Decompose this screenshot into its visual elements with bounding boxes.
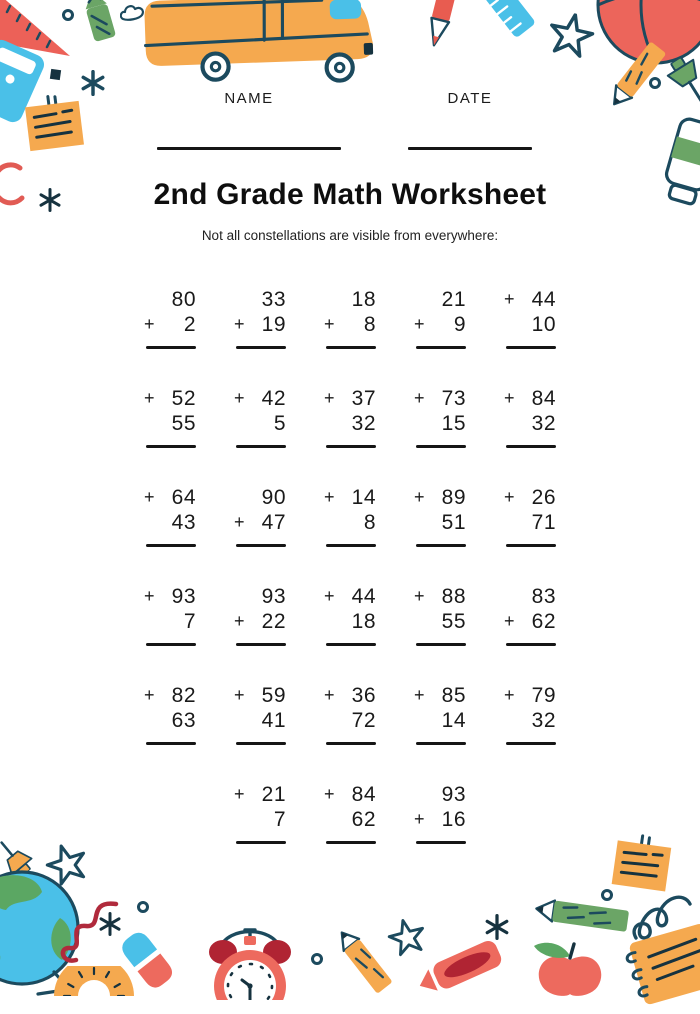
top-addend: 84 [531, 387, 556, 410]
bottom-addend: 63 [171, 709, 196, 732]
plus-sign [234, 411, 250, 436]
bottom-addend: 18 [351, 610, 376, 633]
answer-line [236, 346, 286, 349]
plus-sign [504, 510, 520, 535]
addition-problem [504, 584, 556, 646]
plus-sign [144, 708, 160, 733]
plus-sign: + [504, 685, 515, 705]
problem-row [0, 782, 700, 844]
addition-problem [324, 386, 376, 448]
plus-sign [324, 411, 340, 436]
addition-problem [504, 386, 556, 448]
addition-problem [144, 683, 196, 745]
top-addend: 59 [261, 684, 286, 707]
bottom-addend: 43 [171, 511, 196, 534]
top-addend: 84 [351, 783, 376, 806]
bottom-addend: 9 [453, 313, 466, 336]
top-addend: 44 [531, 288, 556, 311]
answer-line [236, 643, 286, 646]
top-addend: 37 [351, 387, 376, 410]
plus-sign: + [414, 685, 425, 705]
bottom-addend: 2 [183, 313, 196, 336]
answer-line [146, 742, 196, 745]
answer-line [236, 841, 286, 844]
addition-problem [504, 287, 556, 349]
answer-line [146, 643, 196, 646]
top-addend: 21 [441, 288, 466, 311]
problem-row [0, 386, 700, 448]
top-addend: 73 [441, 387, 466, 410]
plus-sign: + [234, 685, 245, 705]
addition-problem [234, 782, 286, 844]
bottom-addend: 62 [531, 610, 556, 633]
answer-line [326, 346, 376, 349]
addition-problem [144, 386, 196, 448]
addition-problem [324, 584, 376, 646]
answer-line [416, 544, 466, 547]
top-addend: 93 [441, 783, 466, 806]
top-addend: 79 [531, 684, 556, 707]
plus-sign [414, 609, 430, 634]
addition-problem [504, 485, 556, 547]
top-addend: 64 [171, 486, 196, 509]
plus-sign [414, 708, 430, 733]
plus-sign: + [234, 512, 245, 532]
addition-problem [234, 287, 286, 349]
page-title: 2nd Grade Math Worksheet [153, 178, 547, 211]
answer-line [326, 841, 376, 844]
plus-sign [234, 584, 250, 609]
date-answer-line [408, 147, 532, 150]
plus-sign [504, 708, 520, 733]
plus-sign: + [144, 388, 155, 408]
answer-line [416, 445, 466, 448]
plus-sign: + [324, 685, 335, 705]
answer-line [326, 643, 376, 646]
problems-grid [0, 287, 700, 881]
date-label: DATE [447, 90, 493, 107]
plus-sign: + [414, 314, 425, 334]
top-addend: 89 [441, 486, 466, 509]
answer-line [146, 544, 196, 547]
bottom-addend: 41 [261, 709, 286, 732]
bottom-addend: 7 [273, 808, 286, 831]
plus-sign [234, 485, 250, 510]
top-addend: 44 [351, 585, 376, 608]
plus-sign [504, 411, 520, 436]
answer-line [506, 742, 556, 745]
bottom-addend: 55 [441, 610, 466, 633]
top-addend: 21 [261, 783, 286, 806]
page-subtitle: Not all constellations are visible from everywhere: [201, 228, 499, 243]
plus-sign: + [324, 586, 335, 606]
answer-line [506, 346, 556, 349]
bottom-addend: 71 [531, 511, 556, 534]
top-addend: 82 [171, 684, 196, 707]
addition-problem [414, 485, 466, 547]
bottom-addend: 7 [183, 610, 196, 633]
bottom-addend: 8 [363, 313, 376, 336]
answer-line [236, 544, 286, 547]
plus-sign: + [414, 809, 425, 829]
plus-sign: + [324, 314, 335, 334]
plus-sign: + [504, 289, 515, 309]
plus-sign: + [324, 388, 335, 408]
addition-problem [234, 584, 286, 646]
addition-problem [144, 287, 196, 349]
plus-sign: + [414, 586, 425, 606]
top-addend: 80 [171, 288, 196, 311]
plus-sign [504, 312, 520, 337]
bottom-addend: 5 [273, 412, 286, 435]
plus-sign: + [504, 388, 515, 408]
plus-sign: + [234, 784, 245, 804]
problem-row [0, 584, 700, 646]
top-addend: 88 [441, 585, 466, 608]
plus-sign [144, 609, 160, 634]
addition-problem [324, 287, 376, 349]
plus-sign: + [144, 314, 155, 334]
top-addend: 36 [351, 684, 376, 707]
bottom-addend: 62 [351, 808, 376, 831]
answer-line [146, 346, 196, 349]
top-addend: 83 [531, 585, 556, 608]
bottom-addend: 16 [441, 808, 466, 831]
addition-problem [234, 683, 286, 745]
plus-sign [504, 584, 520, 609]
top-addend: 18 [351, 288, 376, 311]
plus-sign [414, 782, 430, 807]
plus-sign: + [234, 314, 245, 334]
plus-sign: + [144, 487, 155, 507]
bottom-addend: 72 [351, 709, 376, 732]
plus-sign: + [234, 611, 245, 631]
plus-sign [324, 708, 340, 733]
bottom-addend: 15 [441, 412, 466, 435]
addition-problem [504, 683, 556, 745]
top-addend: 14 [351, 486, 376, 509]
answer-line [236, 742, 286, 745]
plus-sign [234, 807, 250, 832]
plus-sign [324, 609, 340, 634]
top-addend: 52 [171, 387, 196, 410]
addition-problem [234, 386, 286, 448]
addition-problem [324, 782, 376, 844]
bottom-addend: 32 [531, 412, 556, 435]
plus-sign [234, 287, 250, 312]
addition-problem [324, 683, 376, 745]
answer-line [146, 445, 196, 448]
answer-line [506, 643, 556, 646]
addition-problem [414, 683, 466, 745]
problem-row [0, 485, 700, 547]
plus-sign: + [144, 586, 155, 606]
addition-problem [234, 485, 286, 547]
name-label: NAME [224, 90, 274, 107]
addition-problem [144, 584, 196, 646]
answer-line [236, 445, 286, 448]
plus-sign [144, 510, 160, 535]
plus-sign: + [324, 487, 335, 507]
top-addend: 93 [171, 585, 196, 608]
plus-sign [414, 510, 430, 535]
plus-sign: + [144, 685, 155, 705]
plus-sign: + [504, 611, 515, 631]
bottom-addend: 47 [261, 511, 286, 534]
top-addend: 90 [261, 486, 286, 509]
bottom-addend: 51 [441, 511, 466, 534]
name-answer-line [157, 147, 341, 150]
answer-line [326, 544, 376, 547]
plus-sign [324, 807, 340, 832]
answer-line [416, 346, 466, 349]
top-addend: 42 [261, 387, 286, 410]
plus-sign: + [324, 784, 335, 804]
bottom-addend: 32 [531, 709, 556, 732]
bottom-addend: 10 [531, 313, 556, 336]
plus-sign [324, 287, 340, 312]
bottom-addend: 22 [261, 610, 286, 633]
answer-line [326, 445, 376, 448]
plus-sign [144, 287, 160, 312]
bottom-addend: 19 [261, 313, 286, 336]
answer-line [506, 445, 556, 448]
plus-sign [324, 510, 340, 535]
bottom-addend: 8 [363, 511, 376, 534]
top-addend: 26 [531, 486, 556, 509]
plus-sign [234, 708, 250, 733]
problem-row [0, 683, 700, 745]
bottom-addend: 55 [171, 412, 196, 435]
addition-problem [414, 386, 466, 448]
plus-sign: + [414, 388, 425, 408]
plus-sign [414, 411, 430, 436]
addition-problem [144, 485, 196, 547]
top-addend: 33 [261, 288, 286, 311]
plus-sign: + [504, 487, 515, 507]
answer-line [416, 742, 466, 745]
bottom-addend: 14 [441, 709, 466, 732]
addition-problem [414, 782, 466, 844]
answer-line [326, 742, 376, 745]
addition-problem [414, 287, 466, 349]
answer-line [506, 544, 556, 547]
plus-sign: + [234, 388, 245, 408]
top-addend: 85 [441, 684, 466, 707]
plus-sign [144, 411, 160, 436]
addition-problem [324, 485, 376, 547]
top-addend: 93 [261, 585, 286, 608]
bottom-addend: 32 [351, 412, 376, 435]
addition-problem [414, 584, 466, 646]
name-field [157, 90, 341, 150]
date-field [408, 90, 532, 150]
answer-line [416, 841, 466, 844]
problem-row [0, 287, 700, 349]
plus-sign: + [414, 487, 425, 507]
plus-sign [414, 287, 430, 312]
answer-line [416, 643, 466, 646]
